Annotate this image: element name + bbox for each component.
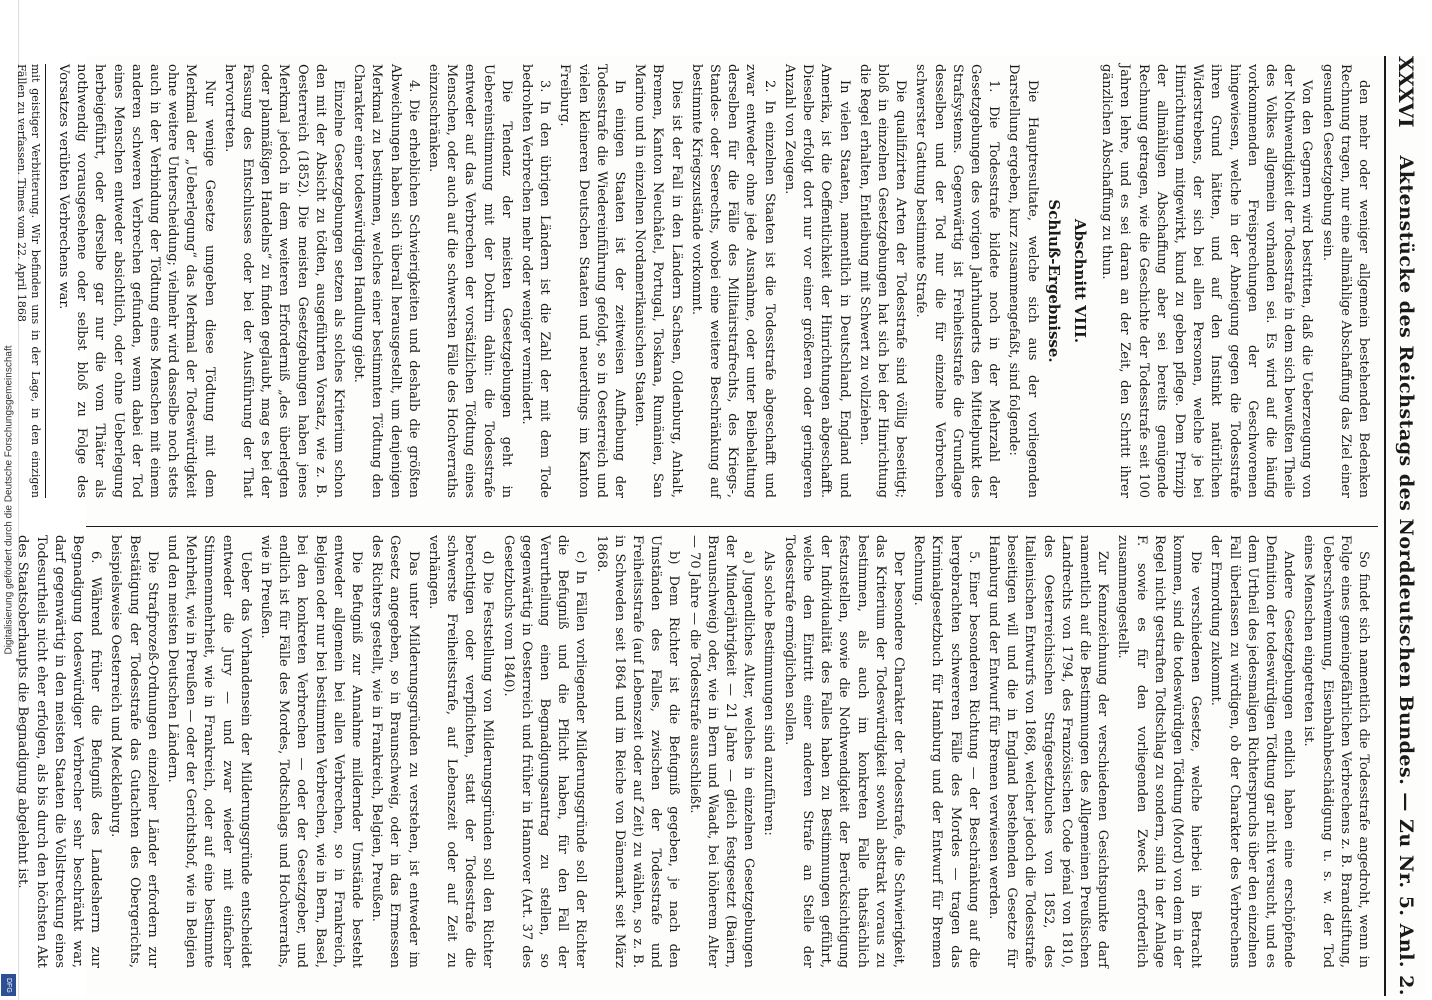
paragraph: Ueber das Vorhandensein der Milderungsgründe entscheidet entweder die Jury — und zwar wieder mit einfacher Stimmenmehrheit, wie in Frankreich, oder auf eine bestimmte Mehrheit, wie in Preußen — oder der Gerichtshof, wie in Belgien und den meisten Deutschen Ländern. xyxy=(165,535,253,968)
paragraph: 3. In den übrigen Ländern ist die Zahl der mit dem Tode bedrohten Verbrechen mehr oder weniger vermindert. xyxy=(519,64,553,498)
paragraph: Als solche Bestimmungen sind anzuführen: xyxy=(761,551,777,836)
scanned-page xyxy=(14,56,1426,996)
footnote: mit geistiger Verbitterung. Wir befinden uns in der Lage, in den einzigen Fällen zu verfassen. Times vom 22. April 1868 xyxy=(14,64,46,498)
page-header xyxy=(1384,56,1426,996)
paragraph: Die Befugniß zur Annahme mildernder Umstände besteht entweder allgemein bei allen Verbrechen, so in Frankreich, Belgien oder nur bei bestimmten Verbrechen, wie in Bern, Basel, bei den konkreten Verbrechen — oder der Gesetzgeber, und endlich ist für Fälle des Mordes, Todtschlags und Hochverraths, wie in Preußen. xyxy=(258,535,365,968)
page-number: XXXVI xyxy=(1394,56,1418,128)
paragraph: In einigen Staaten ist der zeitweisen Aufhebung der Todesstrafe die Wiedereinführung gefolgt, so in Oesterreich und vielen kleineren Deutschen Staaten und neuerdings im Kanton Freiburg. xyxy=(557,64,628,498)
paragraph: a) Jugendliches Alter, welches in einzelnen Gesetzgebungen der Minderjährigkeit — 21 Jahre — gleich festgesetzt (Baiern, Braunschweig) oder, wie in Bern und Waadt, bei höherem Alter — 70 Jahre — die Todesstrafe ausschließt. xyxy=(686,535,757,968)
paragraph: So findet sich namentlich die Todesstrafe angedroht, wenn in Folge eines gemeingefährlichen Verbrechens z. B. Brandstiftung, Ueberschwemmung, Eisenbahnbeschädigung u. s. w. der Tod eines Menschen eingetreten ist. xyxy=(1301,535,1371,968)
right-column xyxy=(15,526,1378,976)
left-column xyxy=(14,56,1378,506)
paragraph: Die Hauptresultate, welche sich aus der vorliegenden Darstellung ergeben, kurz zusammengefaßt, sind folgende: xyxy=(1006,64,1040,498)
paragraph: 6. Während früher die Befugniß des Landesherrn zur Begnadigung todeswürdiger Verbrecher sehr beschränkt war, darf gegenwärtig in den meisten Staaten die Vollstreckung eines Todesurtheils nicht eher erfolgen, als bis durch den höchsten Akt des Staatsoberhaupts die Begnadigung abgelehnt ist. xyxy=(15,535,104,968)
paragraph: Von den Gegnern wird bestritten, daß die Ueberzeugung von der Nothwendigkeit der Todesstrafe in dem sich bewußten Theile des Volkes allgemein vorhanden sei. Es wird auf die häufig vorkommenden Freisprechungen der Geschworenen hingewiesen, welche in der Abneigung gegen die Todesstrafe ihren Grund hätten, und auf den Instinkt natürlichen Widerstrebens, der sich bei allen Personen, welche je bei Hinrichtungen mitgewirkt, kund zu geben pflege. Dem Prinzip der allmähligen Abschaffung aber sei bereits genügende Rechnung getragen, wie die Geschichte der Todesstrafe seit 100 Jahren lehre, und es sei daran an der Zeit, den Schritt ihrer gänzlichen Abschaffung zu thun. xyxy=(1099,64,1315,498)
paragraph: 2. In einzelnen Staaten ist die Todesstrafe abgeschafft und zwar entweder ohne jede Ausnahme, oder unter Beibehaltung derselben für die Fälle des Militairstrafrechts, des Kriegs-, Standes- oder Seerechts, wobei eine weitere Beschränkung auf bestimmte Kriegszustände vorkommt. xyxy=(688,64,777,498)
paragraph: Die verschiedenen Gesetze, welche hierbei in Betracht kommen, sind die todeswürdigen Tödtung (Mord) von dem in der Regel nicht gestraften Todtschlag zu sondern, sind in der Anlage F. sowie es für den vorliegenden Zweck erforderlich zusammengestellt. xyxy=(1115,535,1204,968)
running-title: Aktenstücke des Reichstags des Norddeutschen Bundes. — Zu Nr. 5. Anl. 2. xyxy=(1395,155,1417,996)
paragraph: Die qualifizirten Arten der Todesstrafe sind völlig beseitigt; bloß in einzelnen Gesetzgebungen hat sich bei der Hinrichtung die Regel erhalten, Entleibung mit Schwert zu vollziehen. xyxy=(856,64,909,498)
page-content-rotated xyxy=(14,56,1426,996)
paragraph: In vielen Staaten, namentlich in Deutschland, England und Amerika, ist die Oeffentlichkeit der Hinrichtungen abgeschafft. Dieselbe erfolgt dort nur vor einer größeren oder geringeren Anzahl von Zeugen. xyxy=(781,64,852,498)
paragraph: 1. Die Todesstrafe bildete noch in der Mehrzahl der Gesetzgebungen des vorigen Jahrhunderts den Mittelpunkt des Strafsystems. Gegenwärtig ist Freiheitsstrafe die Grundlage desselben und der Tod nur die für einzelne Verbrechen schwerster Gattung bestimmte Strafe. xyxy=(913,64,1002,498)
paragraph: b) Dem Richter ist die Befugniß gegeben, je nach den Umständen des Falles, zwischen der Todesstrafe und Freiheitsstrafe (auf Lebenszeit oder auf Zeit) zu wählen, so z. B. in Schweden seit 1864 und im Reiche von Dänemark seit März 1868. xyxy=(593,535,682,968)
paragraph: den mehr oder weniger allgemein bestehenden Bedenken Rechnung tragen, nur eine allmählige Abschaffung das Ziel einer gesunden Gesetzgebung sein. xyxy=(1319,64,1371,498)
paragraph: Der besondere Charakter der Todesstrafe, die Schwierigkeit, das Kriterium der Todeswürdigkeit sowohl abstrakt voraus zu bestimmen, als auch im konkreten Falle thatsächlich festzustellen, sowie die Nothwendigkeit der Berücksichtigung der Individualität des Falles haben zu Bestimmungen geführt, welche den Eintritt einer anderen Strafe an Stelle der Todesstrafe ermöglichen sollen. xyxy=(781,535,906,968)
section-heading: Abschnitt VIII. xyxy=(1070,218,1089,344)
paragraph: Nur wenige Gesetze umgeben diese Tödtung mit dem Merkmal der „Ueberlegung“ das Merkmal der Todeswürdigkeit ohne weitere Unterscheidung; vielmehr wird dasselbe noch stets auch in der Verbindung der Tödtung eines Menschen mit einem anderen schweren Verbrechen gefunden, wenn dabei der Tod eines Menschen entweder absichtlich, oder ohne Ueberlegung herbeigeführt, oder derselbe gar nur die vom Thäter als nothwendig vorausgesehene oder selbst bloß zu Folge des Vorsatzes verübten Verbrechens war. xyxy=(55,64,217,498)
paragraph: 4. Die erheblichen Schwierigkeiten und deshalb die größten Abweichungen haben sich überall herausgestellt, um denjenigen Merkmal zu bestimmen, welches einer bestimmten Tödtung den Charakter einer todeswürdigen Handlung giebt. xyxy=(351,64,421,498)
paragraph: Das unter Milderungsgründen zu verstehen, ist entweder im Gesetz angegeben, so in Braunschweig, oder in das Ermessen des Richters gestellt, wie in Frankreich, Belgien, Preußen. xyxy=(369,535,421,968)
paragraph: d) Die Feststellung von Milderungsgründen soll den Richter berechtigen oder verpflichten, statt der Todesstrafe die schwerste Freiheitsstrafe, auf Lebenszeit oder auf Zeit zu verhängen. xyxy=(425,535,496,968)
section-heading: Schluß-Ergebnisse. xyxy=(1044,199,1063,363)
dfg-logo: DFG xyxy=(1,974,16,996)
paragraph: c) In Fällen vorliegender Milderungsgründe soll der Richter die Befugniß und die Pflicht haben, für den Fall der Verurtheilung einen Begnadigungsantrag zu stellen, so gegenwärtig in Oesterreich und früher in Hannover (Art. 37 des Gesetzbuchs vom 1840). xyxy=(500,535,589,968)
paragraph: Andere Gesetzgebungen endlich haben eine erschöpfende Definition der todeswürdigen Tödtung gar nicht versucht, und es dem Urtheil des jedesmaligen Richterspruchs über den einzelnen Fall überlassen zu würdigen, ob der Charakter des Verbrechens der Ermordung zukommt. xyxy=(1208,535,1297,968)
paragraph: Zur Kennzeichnung der verschiedenen Gesichtspunkte darf namentlich auf die Bestimmungen des Allgemeinen Preußischen Landrechts von 1794, des Französischen Code pénal von 1810, des Oesterreichischen Strafgesetzbuches von 1852, des Italienischen Entwurfs von 1868, welcher jedoch die Todesstrafe beseitigen will und die in England bestehenden Gesetze für Hamburg und der Entwurf für Bremen verwiesen werden. xyxy=(985,535,1111,968)
paragraph: Einzelne Gesetzgebungen setzen als solches Kriterium schon den mit der Absicht zu tödten, ausgeführten Vorsatz, wie z. B. Oesterreich (1852). Die meisten Gesetzgebungen haben jenes Merkmal jedoch in dem weiteren Erforderniß „des überlegten oder planmäßigen Handelns“ zu finden geglaubt, mag es bei der Fassung des Entschlusses oder bei der Ausführung der That hervortreten. xyxy=(221,64,347,498)
paragraph: Die Tendenz der meisten Gesetzgebungen geht in Uebereinstimmung mit der Doktrin dahin: die Todesstrafe entweder auf das Verbrechen der vorsätzlichen Tödtung eines Menschen, oder auch auf die schwersten Fälle des Hochverraths einzuschränken. xyxy=(426,64,514,498)
paragraph: Dies ist der Fall in den Ländern Sachsen, Oldenburg, Anhalt, Bremen, Kanton Neuchâtel, Portugal, Toskana, Rumänien, San Marino und in einzelnen Nordamerikanischen Staaten. xyxy=(632,64,684,498)
digitization-credit: Digitalisierung gefördert durch die Deutsche Forschungsgemeinschaft xyxy=(3,345,15,655)
paragraph: Die Strafprozeß-Ordnungen einzelner Länder erfordern zur Bestätigung der Todesstrafe das Gutachten des Obergerichts, beispielsweise Oesterreich und Mecklenburg. xyxy=(108,535,160,968)
paragraph: 5. Einer besonderen Richtung — der Beschränkung auf die hergebrachten schwereren Fälle des Mordes — tragen das Kriminalgesetzbuch für Hamburg und der Entwurf für Bremen Rechnung. xyxy=(911,535,981,968)
text-columns xyxy=(14,56,1378,996)
